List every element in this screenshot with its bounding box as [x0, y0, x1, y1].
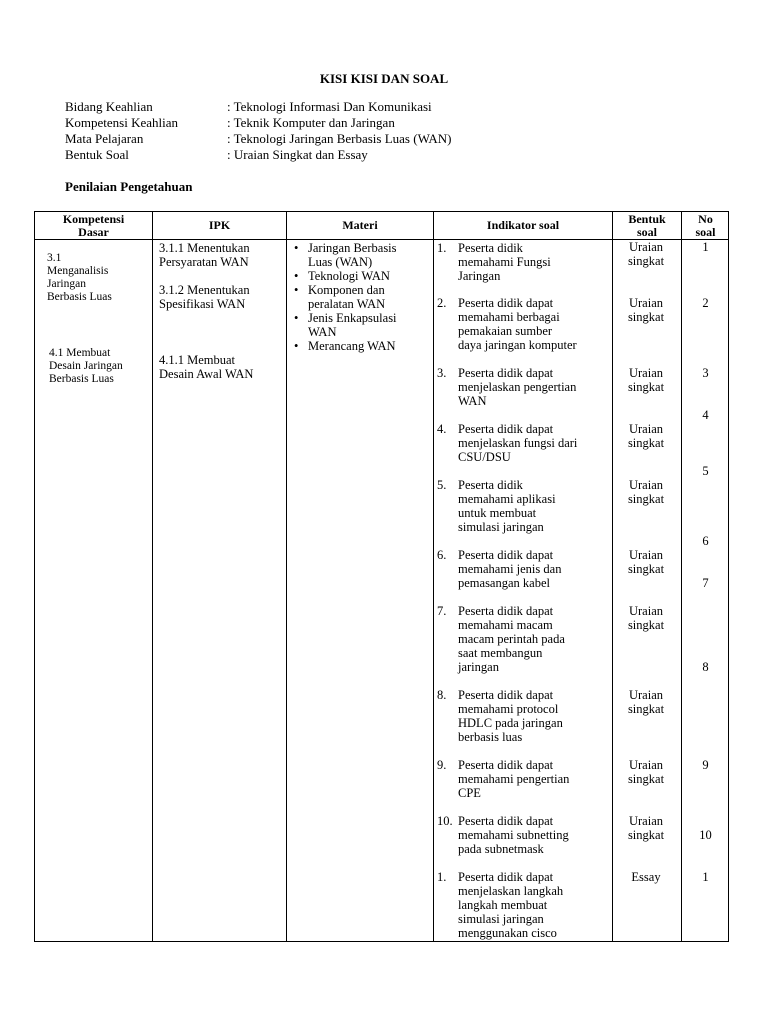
bentuk-soal: Uraian singkat: [627, 296, 665, 324]
indikator-number: 9.: [437, 758, 447, 772]
ipk-3-1-2: 3.1.2 Menentukan Spesifikasi WAN: [159, 283, 250, 311]
no-soal: 4: [702, 408, 709, 422]
meta-label-mapel: Mata Pelajaran: [65, 131, 144, 146]
ipk-3-1-1: 3.1.1 Menentukan Persyaratan WAN: [159, 241, 250, 269]
header-ipk: IPK: [208, 218, 231, 232]
bentuk-soal: Uraian singkat: [627, 814, 665, 842]
indikator-text: Peserta didik memahami Fungsi Jaringan: [458, 241, 551, 283]
kd-3-1: 3.1 Menganalisis Jaringan Berbasis Luas: [47, 252, 112, 303]
bentuk-soal: Uraian singkat: [627, 688, 665, 716]
indikator-number: 6.: [437, 548, 447, 562]
materi-list: [292, 241, 397, 353]
indikator-text: Peserta didik dapat memahami subnetting pada subnetmask: [458, 814, 569, 856]
meta-label-bentuk: Bentuk Soal: [65, 147, 129, 162]
materi-item: • Jenis Enkapsulasi WAN: [292, 311, 397, 339]
meta-value-mapel: : Teknologi Jaringan Berbasis Luas (WAN): [227, 131, 452, 146]
meta-label-bidang: Bidang Keahlian: [65, 99, 153, 114]
no-soal: 2: [702, 296, 709, 310]
no-soal: 10: [699, 828, 712, 842]
header-materi: Materi: [342, 218, 378, 232]
section-heading: Penilaian Pengetahuan: [65, 179, 193, 194]
document-title: KISI KISI DAN SOAL: [319, 71, 449, 86]
indikator-number: 1.: [437, 241, 447, 255]
no-soal: 9: [702, 758, 709, 772]
indikator-text: Peserta didik dapat memahami pengertian CPE: [458, 758, 570, 800]
no-soal: 7: [702, 576, 709, 590]
indikator-number: 10.: [437, 814, 453, 828]
meta-label-kompetensi: Kompetensi Keahlian: [65, 115, 178, 130]
no-soal: 5: [702, 464, 709, 478]
meta-value-bentuk: : Uraian Singkat dan Essay: [227, 147, 368, 162]
materi-item: • Merancang WAN: [292, 339, 397, 353]
no-soal: 3: [702, 366, 709, 380]
indikator-number: 8.: [437, 688, 447, 702]
indikator-number: 4.: [437, 422, 447, 436]
bentuk-soal: Uraian singkat: [627, 422, 665, 450]
kd-4-1: 4.1 Membuat Desain Jaringan Berbasis Luas: [49, 347, 123, 385]
bentuk-soal: Essay: [631, 870, 661, 884]
ipk-4-1-1: 4.1.1 Membuat Desain Awal WAN: [159, 353, 254, 381]
bentuk-soal: Uraian singkat: [627, 478, 665, 506]
indikator-text: Peserta didik dapat menjelaskan fungsi dari CSU/DSU: [458, 422, 578, 464]
materi-item: • Teknologi WAN: [292, 269, 397, 283]
header-kompetensi-dasar: Kompetensi Dasar: [62, 211, 125, 239]
header-bentuk-soal: Bentuk soal: [628, 211, 666, 239]
no-soal: 1: [702, 240, 709, 254]
indikator-number: 3.: [437, 366, 447, 380]
bentuk-soal: Uraian singkat: [627, 758, 665, 786]
indikator-number: 1.: [437, 870, 447, 884]
indikator-text: Peserta didik memahami aplikasi untuk membuat simulasi jaringan: [458, 478, 556, 534]
bentuk-soal: Uraian singkat: [627, 366, 665, 394]
indikator-number: 2.: [437, 296, 447, 310]
header-no-soal: No soal: [695, 211, 716, 239]
bentuk-soal: Uraian singkat: [627, 548, 665, 576]
indikator-text: Peserta didik dapat menjelaskan pengertian WAN: [458, 366, 577, 408]
table-divider: [286, 211, 287, 942]
indikator-number: 5.: [437, 478, 447, 492]
bentuk-soal: Uraian singkat: [627, 240, 665, 268]
header-indikator: Indikator soal: [486, 218, 560, 232]
no-soal: 8: [702, 660, 709, 674]
indikator-text: Peserta didik dapat memahami jenis dan pemasangan kabel: [458, 548, 562, 590]
indikator-text: Peserta didik dapat memahami protocol HDLC pada jaringan berbasis luas: [458, 688, 563, 744]
indikator-text: Peserta didik dapat menjelaskan langkah langkah membuat simulasi jaringan menggunakan cisco: [458, 870, 564, 940]
table-divider: [152, 211, 153, 942]
indikator-text: Peserta didik dapat memahami berbagai pemakaian sumber daya jaringan komputer: [458, 296, 577, 352]
indikator-number: 7.: [437, 604, 447, 618]
bentuk-soal: Uraian singkat: [627, 604, 665, 632]
no-soal: 6: [702, 534, 709, 548]
indikator-text: Peserta didik dapat memahami macam macam perintah pada saat membangun jaringan: [458, 604, 565, 674]
no-soal: 1: [702, 870, 709, 884]
meta-value-bidang: : Teknologi Informasi Dan Komunikasi: [227, 99, 432, 114]
materi-item: • Jaringan Berbasis Luas (WAN): [292, 241, 397, 269]
table-divider: [433, 211, 434, 942]
materi-item: • Komponen dan peralatan WAN: [292, 283, 397, 311]
meta-value-kompetensi: : Teknik Komputer dan Jaringan: [227, 115, 395, 130]
